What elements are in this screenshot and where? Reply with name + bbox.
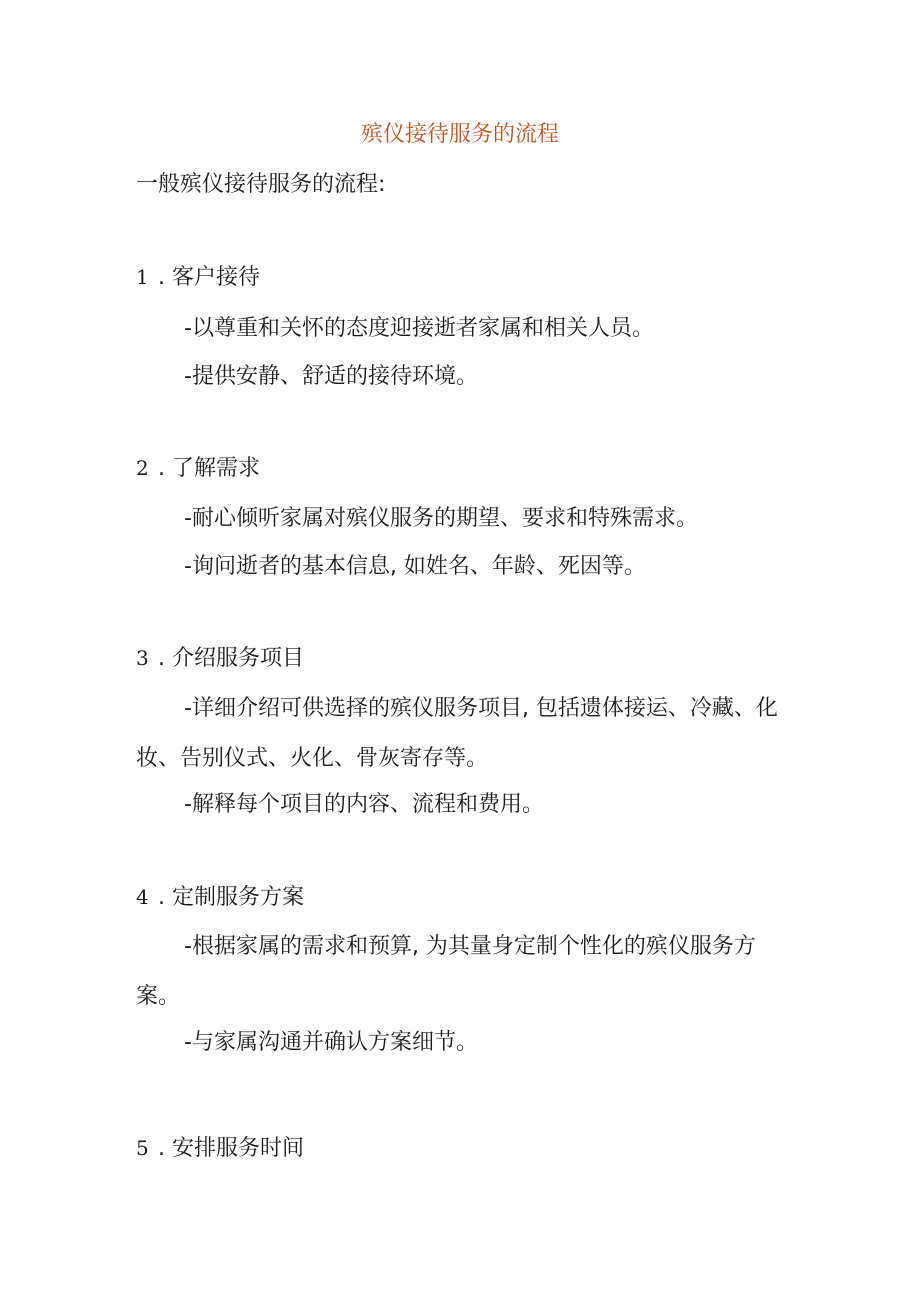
document-title: 殡仪接待服务的流程 [360,122,559,147]
section-title: 介绍服务项目 [172,646,305,671]
bullet-item: -与家属沟通并确认方案细节。 [184,1030,478,1055]
section-number: 2 [136,456,149,480]
section-number: 5 [136,1136,149,1160]
bullet-item: -提供安静、舒适的接待环境。 [184,364,478,389]
bullet-item: -耐心倾听家属对殡仪服务的期望、要求和特殊需求。 [184,506,698,531]
section-number: 4 [136,885,149,909]
section-heading: 2 . 了解需求 [136,453,260,484]
bullet-item: -询问逝者的基本信息, 如姓名、年龄、死因等。 [184,554,646,579]
section-heading: 1 . 客户接待 [136,262,260,293]
section-number: 3 [136,646,149,670]
section-heading: 3 . 介绍服务项目 [136,643,304,674]
section-heading: 5 . 安排服务时间 [136,1133,304,1164]
section-title: 定制服务方案 [172,885,305,910]
bullet-item: -根据家属的需求和预算, 为其量身定制个性化的殡仪服务方案。 [136,934,756,1009]
section-title: 安排服务时间 [172,1136,305,1161]
section-title: 客户接待 [172,265,261,290]
intro-text: 一般殡仪接待服务的流程: [136,172,386,197]
bullet-item: -以尊重和关怀的态度迎接逝者家属和相关人员。 [184,316,654,341]
bullet-item: -详细介绍可供选择的殡仪服务项目, 包括遗体接运、冷藏、化妆、告别仪式、火化、骨灰寄存等。 [136,696,778,771]
section-number: 1 [136,265,149,289]
section-title: 了解需求 [172,456,261,481]
bullet-item: -解释每个项目的内容、流程和费用。 [184,792,544,817]
section-heading: 4 . 定制服务方案 [136,882,304,913]
